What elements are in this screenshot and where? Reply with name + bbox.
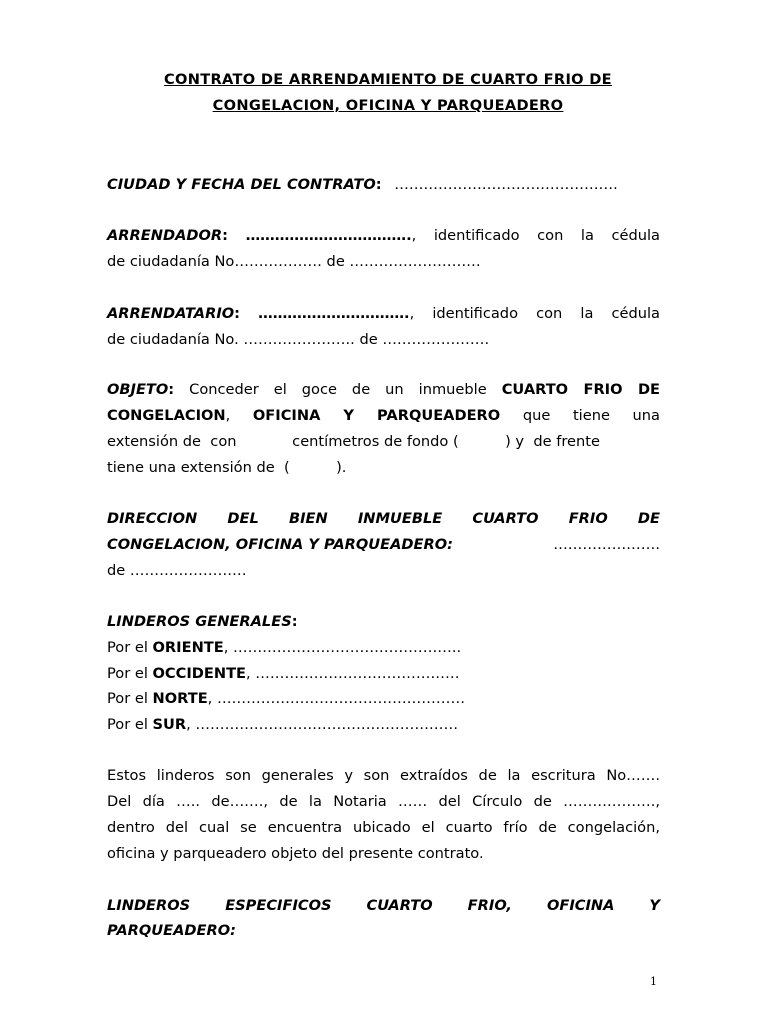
lindero-occidente: [107, 665, 660, 682]
lindero-dots: , ……………………………………: [246, 665, 460, 682]
objeto-label: OBJETO: [107, 381, 169, 398]
lindero-dots: , ……………………………………………: [207, 690, 466, 707]
lindero-prefix: Por el: [107, 716, 153, 733]
objeto-text-1: Conceder el goce de un inmueble: [189, 381, 487, 398]
arrendador-id-text: , identificado con la cédula: [411, 227, 660, 244]
page-number: 1: [650, 975, 657, 988]
lindero-dots: , ………………………………………..: [223, 639, 462, 656]
linderos-especificos-line-2: PARQUEADERO:: [107, 922, 236, 939]
ciudad-fecha-colon: :: [375, 176, 382, 193]
escritura-line-4: oficina y parqueadero objeto del presente contrato.: [107, 845, 484, 862]
ciudad-fecha-value: ……………………………………….: [394, 176, 618, 193]
ciudad-fecha-label: CIUDAD Y FECHA DEL CONTRATO: [107, 176, 376, 193]
lindero-direction: SUR: [152, 716, 187, 733]
arrendador-line-2: de ciudadanía No……………… de ………………………: [107, 253, 481, 270]
arrendador-colon: :: [222, 227, 228, 244]
arrendador-label: ARRENDADOR: [107, 227, 223, 244]
contract-title-line-2: CONGELACION, OFICINA Y PARQUEADERO: [212, 97, 564, 114]
objeto-bold-congelacion: CONGELACION: [107, 407, 226, 424]
arrendador-line-1: [107, 227, 660, 244]
direccion-dots: ………………….: [553, 536, 660, 553]
ciudad-fecha-field: [107, 176, 660, 193]
escritura-line-2: Del día ….. de……., de la Notaria …… del Círculo de ……………….,: [107, 793, 660, 810]
arrendatario-colon: :: [234, 305, 240, 322]
lindero-sur: [107, 716, 660, 733]
arrendatario-line-1: [107, 305, 660, 322]
linderos-especificos-line-1: LINDEROS ESPECIFICOS CUARTO FRIO, OFICINA Y: [107, 897, 660, 914]
objeto-bold-oficina: OFICINA Y PARQUEADERO: [252, 407, 501, 424]
lindero-direction: ORIENTE: [152, 639, 224, 656]
lindero-oriente: [107, 639, 660, 656]
lindero-prefix: Por el: [107, 690, 153, 707]
lindero-direction: NORTE: [152, 690, 208, 707]
arrendatario-id-text: , identificado con la cédula: [409, 305, 660, 322]
direccion-line-1: DIRECCION DEL BIEN INMUEBLE CUARTO FRIO DE: [107, 510, 660, 527]
direccion-label: CONGELACION, OFICINA Y PARQUEADERO:: [107, 536, 453, 553]
lindero-direction: OCCIDENTE: [152, 665, 247, 682]
objeto-line-3: extensión de con centímetros de fondo ( ) y de frente: [107, 433, 600, 450]
linderos-generales-label: LINDEROS GENERALES: [107, 613, 292, 630]
escritura-line-1: Estos linderos son generales y son extraídos de la escritura No…….: [107, 767, 660, 784]
direccion-line-2: [107, 536, 660, 553]
direccion-line-3: de ……………………: [107, 562, 247, 579]
objeto-bold-1: CUARTO FRIO DE: [501, 381, 661, 398]
lindero-norte: [107, 690, 660, 707]
escritura-line-3: dentro del cual se encuentra ubicado el cuarto frío de congelación,: [107, 819, 660, 836]
lindero-dots: , ………………………………………………: [186, 716, 459, 733]
linderos-generales-colon: :: [291, 613, 298, 630]
lindero-prefix: Por el: [107, 665, 153, 682]
arrendatario-line-2: de ciudadanía No. ………………….. de ………………….: [107, 331, 490, 348]
linderos-generales-heading: [107, 613, 660, 630]
objeto-comma: ,: [225, 407, 231, 424]
objeto-line-1: [107, 381, 660, 398]
contract-title-line-1: CONTRATO DE ARRENDAMIENTO DE CUARTO FRIO DE: [164, 71, 612, 88]
arrendatario-name-dots: ………………………….: [258, 305, 410, 322]
lindero-prefix: Por el: [107, 639, 153, 656]
objeto-colon: :: [168, 381, 175, 398]
objeto-line-2: [107, 407, 660, 424]
arrendatario-label: ARRENDATARIO: [107, 305, 235, 322]
arrendador-name-dots: …………………………….: [245, 227, 412, 244]
objeto-text-2: que tiene una: [522, 407, 660, 424]
objeto-line-4: tiene una extensión de ( ).: [107, 459, 347, 476]
